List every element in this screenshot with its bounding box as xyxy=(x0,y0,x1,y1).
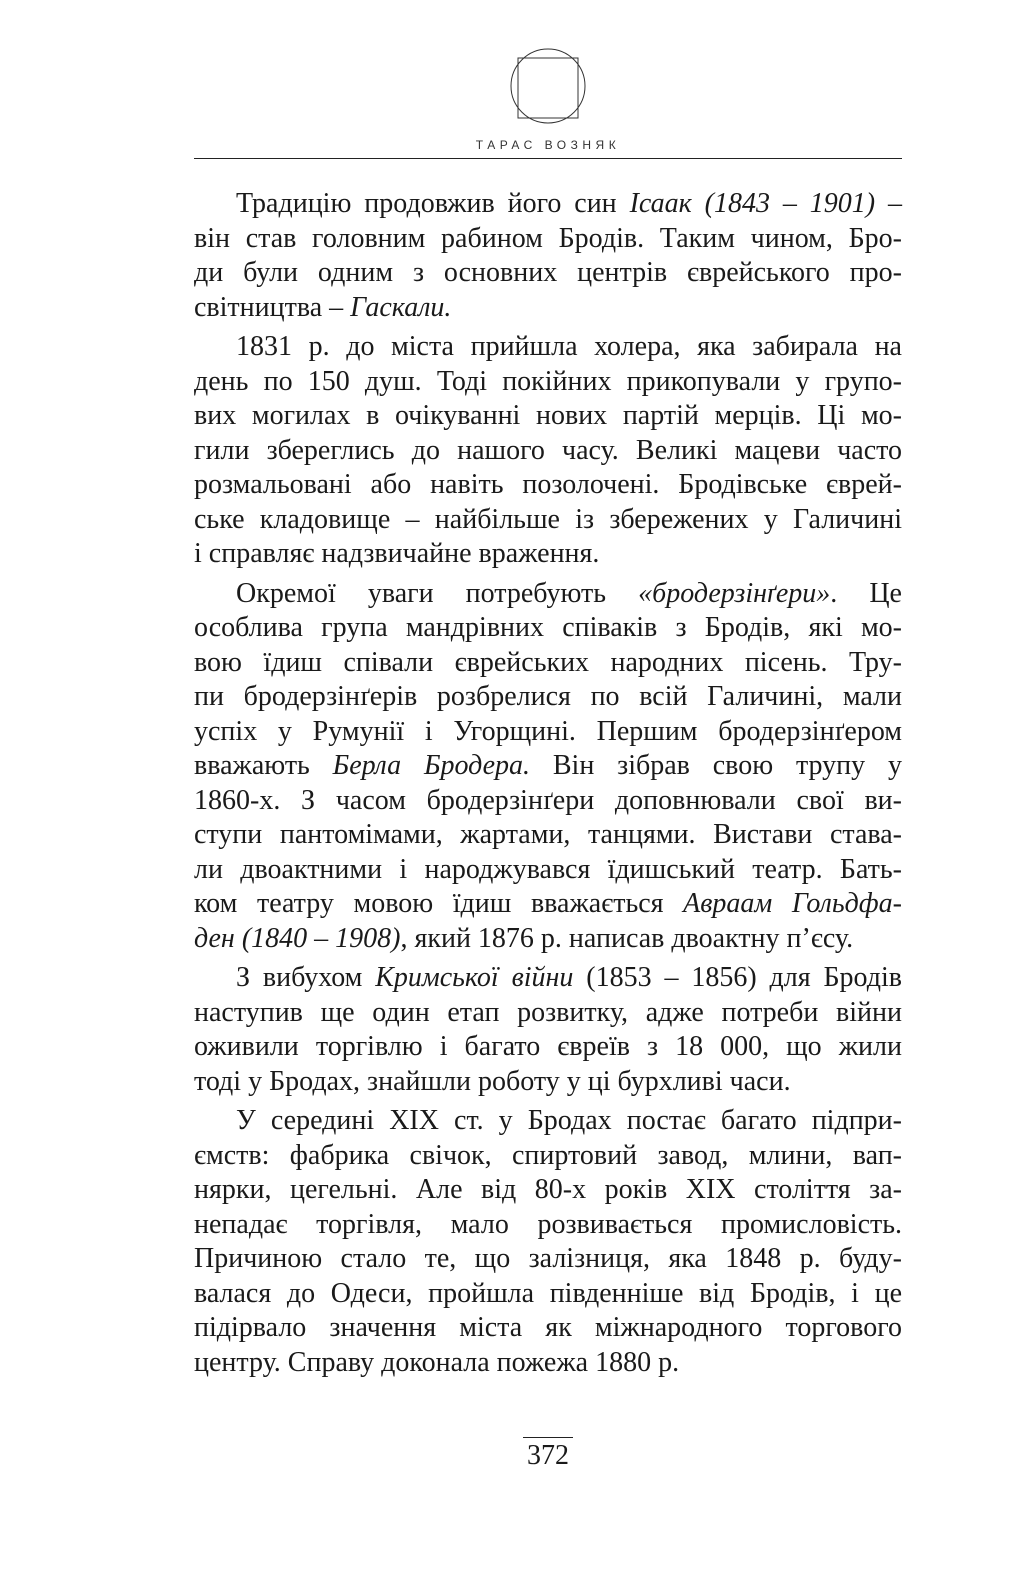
italic-run: Авраам Гольдфа- xyxy=(683,888,903,919)
text-line xyxy=(194,1311,902,1346)
text-line xyxy=(194,434,902,469)
text-run: він став головним рабином Бродів. Таким чином, Бро- xyxy=(194,222,902,254)
text-run: пи бродерзінґерів розбрелися по всій Галичині, мали xyxy=(194,681,902,712)
italic-run: Кримської війни xyxy=(375,962,574,993)
text-run: оживили торгівлю і багато євреїв з 18 000, що жили xyxy=(194,1031,902,1062)
text-line xyxy=(194,1346,902,1381)
text-run: розмальовані або навіть позолочені. Бродівське єврей- xyxy=(194,469,902,500)
text-line xyxy=(194,1104,902,1139)
text-run: Окремої уваги потребують xyxy=(236,577,639,609)
text-line xyxy=(194,222,902,257)
text-run: вих могилах в очікуванні нових партій мерців. Ці мо- xyxy=(194,400,902,431)
paragraph xyxy=(194,961,902,1099)
body-text xyxy=(194,187,902,1380)
text-line xyxy=(194,853,902,888)
text-line xyxy=(194,1173,902,1208)
italic-run: «бродерзінґери» xyxy=(638,577,831,609)
text-run: валася до Одеси, пройшла південніше від Бродів, і це xyxy=(194,1277,902,1309)
text-line xyxy=(194,1139,902,1174)
text-line xyxy=(194,537,902,572)
text-run: ємств: фабрика свічок, спиртовий завод, млини, вап- xyxy=(194,1139,902,1171)
italic-run: Гаскали. xyxy=(350,291,452,323)
text-line xyxy=(194,503,902,538)
text-run: центру. Справу доконала пожежа 1880 р. xyxy=(194,1346,680,1378)
text-line xyxy=(194,646,902,681)
text-line xyxy=(194,922,902,957)
text-line xyxy=(194,784,902,819)
text-run: непадає торгівля, мало розвивається промисловість. xyxy=(194,1208,902,1240)
text-run: У середині XIX ст. у Бродах постає багато підпри- xyxy=(236,1105,902,1136)
paragraph xyxy=(194,187,902,325)
text-line xyxy=(194,468,902,503)
running-header-author: ТАРАС ВОЗНЯК xyxy=(475,138,621,152)
text-line xyxy=(194,996,902,1031)
text-line xyxy=(194,818,902,853)
text-line xyxy=(194,1277,902,1312)
text-run: Він зібрав свою трупу у xyxy=(530,750,902,781)
text-line xyxy=(194,1208,902,1243)
text-run: успіх у Румунії і Угорщині. Першим бродерзінґером xyxy=(194,715,902,747)
paragraph xyxy=(194,330,902,572)
text-line xyxy=(194,680,902,715)
text-line xyxy=(194,1242,902,1277)
text-run: наступив ще один етап розвитку, адже потреби війни xyxy=(194,996,902,1028)
text-run: тоді у Бродах, знайшли роботу у ці бурхливі часи. xyxy=(194,1065,791,1097)
text-line xyxy=(194,1065,902,1100)
text-run: день по 150 душ. Тоді покійних прикопували у групо- xyxy=(194,365,902,397)
text-line xyxy=(194,365,902,400)
text-run: , який 1876 р. написав двоактну п’єсу. xyxy=(400,922,854,954)
text-run: і справляє надзвичайне враження. xyxy=(194,538,600,569)
page-number-value: 372 xyxy=(523,1437,573,1472)
text-run: ди були одним з основних центрів єврейського про- xyxy=(194,257,902,288)
text-run: 1860-х. З часом бродерзінґери доповнювали свої ви- xyxy=(194,784,902,816)
text-run: . Це xyxy=(830,577,902,609)
text-run: (1853 – 1856) для Бродів xyxy=(573,962,902,993)
text-line xyxy=(194,256,902,291)
text-run: З вибухом xyxy=(236,962,376,993)
text-run: вважають xyxy=(194,750,333,781)
text-line xyxy=(194,611,902,646)
text-line xyxy=(194,887,902,922)
text-line xyxy=(194,330,902,365)
text-run: ли двоактними і народжувався їдишський театр. Бать- xyxy=(194,853,902,885)
text-run: вою їдиш співали єврейських народних пісень. Тру- xyxy=(194,646,902,678)
text-run: підірвало значення міста як міжнародного торгового xyxy=(194,1312,902,1343)
italic-run: ден (1840 – 1908) xyxy=(194,922,401,954)
page-number xyxy=(194,1437,902,1472)
text-line xyxy=(194,187,902,222)
italic-run: Ісаак (1843 – 1901) xyxy=(629,188,876,219)
text-run: світництва – xyxy=(194,291,351,323)
text-run: ське кладовище – найбільше із збережених у Галичині xyxy=(194,503,902,535)
text-run: гили збереглись до нашого часу. Великі мацеви часто xyxy=(194,434,902,466)
text-run: 1831 р. до міста прийшла холера, яка забирала на xyxy=(236,331,902,362)
text-run: ступи пантомімами, жартами, танцями. Вистави става- xyxy=(194,819,902,850)
text-run: ком театру мовою їдиш вважається xyxy=(194,888,684,919)
text-run: особлива група мандрівних співаків з Бродів, які мо- xyxy=(194,612,902,643)
text-line xyxy=(194,291,902,326)
text-run: Традицію продовжив його син xyxy=(236,188,630,219)
paragraph xyxy=(194,1104,902,1380)
text-run: Причиною стало те, що залізниця, яка 1848 р. буду- xyxy=(194,1243,902,1274)
text-line xyxy=(194,577,902,612)
italic-run: Берла Бродера. xyxy=(332,750,531,781)
text-line xyxy=(194,399,902,434)
text-line xyxy=(194,715,902,750)
text-line xyxy=(194,749,902,784)
text-run: нярки, цегельні. Але від 80-х років XIX століття за- xyxy=(194,1174,902,1205)
text-run: – xyxy=(875,188,903,219)
text-line xyxy=(194,961,902,996)
circle-square-emblem-icon xyxy=(510,44,586,128)
text-line xyxy=(194,1030,902,1065)
header-rule xyxy=(194,158,902,159)
paragraph xyxy=(194,577,902,957)
